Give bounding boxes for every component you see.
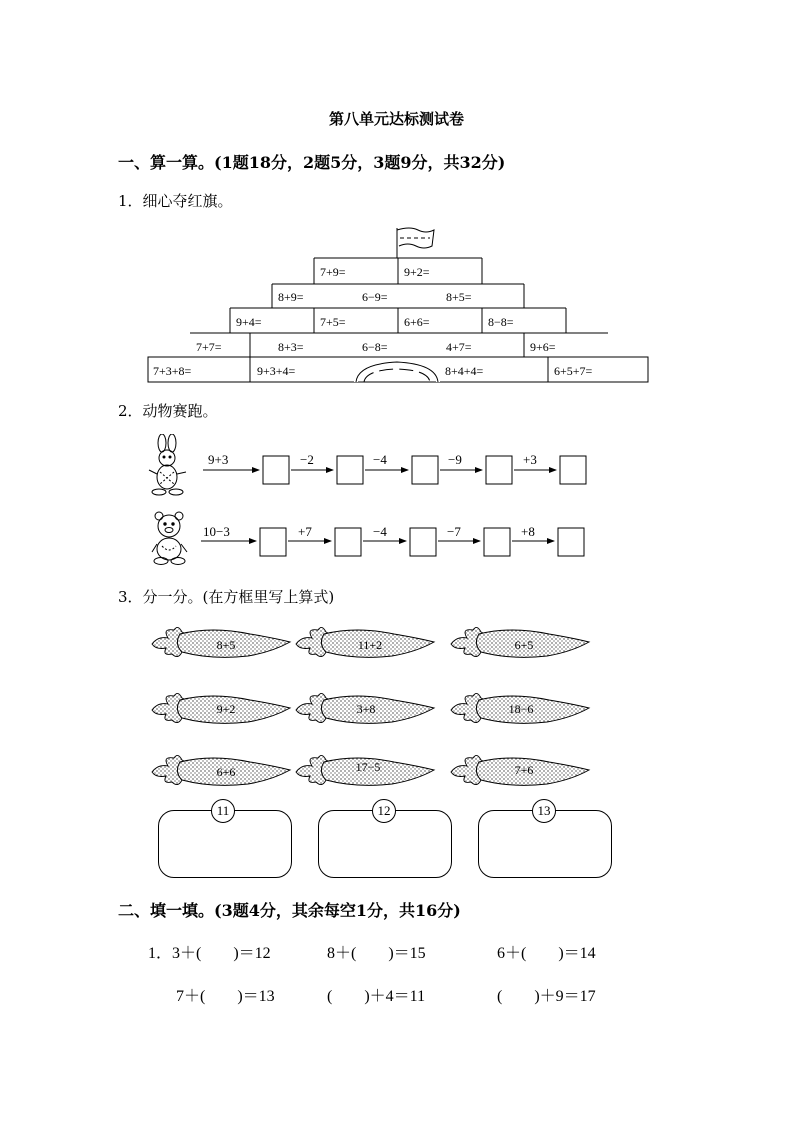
fill-blank[interactable]: 8＋( )＝15	[327, 945, 426, 962]
pyramid-cell: 7+9=	[320, 265, 346, 279]
bear-op: +8	[521, 524, 535, 539]
section2-heading: 二、填一填。(3题4分，其余每空1分，共16分)	[118, 901, 461, 920]
carrot-expression: 18−6	[508, 702, 534, 716]
carrot-expression: 7+6	[514, 763, 534, 777]
section1-heading: 一、算一算。(1题18分，2题5分，3题9分，共32分)	[118, 153, 506, 172]
pyramid-cell: 8+3=	[278, 340, 304, 354]
rabbit-op: 9+3	[208, 452, 229, 467]
box-number: 12	[372, 799, 396, 823]
pyramid-cell: 6−9=	[362, 290, 388, 304]
fill-blank[interactable]: 7＋( )＝13	[176, 988, 275, 1005]
fill-blank[interactable]: ( )＋9＝17	[497, 988, 596, 1005]
bear-op: −7	[447, 524, 461, 539]
rabbit-op: −9	[448, 452, 462, 467]
carrot-expression: 11+2	[357, 638, 383, 652]
bear-op: +7	[298, 524, 312, 539]
carrot-expression: 8+5	[216, 638, 236, 652]
bear-op: 10−3	[203, 524, 230, 539]
pyramid-lines	[0, 0, 793, 400]
pyramid-cell: 8+5=	[446, 290, 472, 304]
pyramid-cell: 9+2=	[404, 265, 430, 279]
pyramid-cell: 8+9=	[278, 290, 304, 304]
fill-blank[interactable]: ( )＋4＝11	[327, 988, 426, 1005]
race-diagram	[0, 440, 793, 570]
pyramid-cell: 6+5+7=	[554, 364, 593, 378]
page-title: 第八单元达标测试卷	[328, 110, 464, 128]
pyramid-cell: 9+3+4=	[257, 364, 296, 378]
box-number: 11	[211, 799, 235, 823]
box-number: 13	[532, 799, 556, 823]
flag-pyramid	[0, 0, 793, 400]
pyramid-cell: 6+6=	[404, 315, 430, 329]
q3-label: 3．分一分。(在方框里写上算式)	[118, 588, 335, 606]
pyramid-cell: 6−8=	[362, 340, 388, 354]
bear-op: −4	[373, 524, 387, 539]
fill-blank[interactable]: 6＋( )＝14	[497, 945, 596, 962]
carrot-expression: 3+8	[356, 702, 376, 716]
pyramid-cell: 4+7=	[446, 340, 472, 354]
carrot-expression: 6+5	[514, 638, 534, 652]
rabbit-op: +3	[523, 452, 537, 467]
pyramid-cell: 8−8=	[488, 315, 514, 329]
pyramid-cell: 8+4+4=	[445, 364, 484, 378]
pyramid-cell: 7+5=	[320, 315, 346, 329]
q1-label: 1．细心夺红旗。	[118, 192, 233, 210]
carrot-expression: 9+2	[216, 702, 236, 716]
fill-blank[interactable]: 1．3＋( )＝12	[148, 945, 271, 962]
pyramid-cell: 7+3+8=	[153, 364, 192, 378]
rabbit-op: −4	[373, 452, 387, 467]
pyramid-cell: 7+7=	[196, 340, 222, 354]
pyramid-cell: 9+6=	[530, 340, 556, 354]
pyramid-cell: 9+4=	[236, 315, 262, 329]
q2-label: 2．动物赛跑。	[118, 402, 218, 420]
carrot-expression: 17−5	[355, 760, 381, 774]
rabbit-op: −2	[300, 452, 314, 467]
carrot-expression: 6+6	[216, 765, 236, 779]
